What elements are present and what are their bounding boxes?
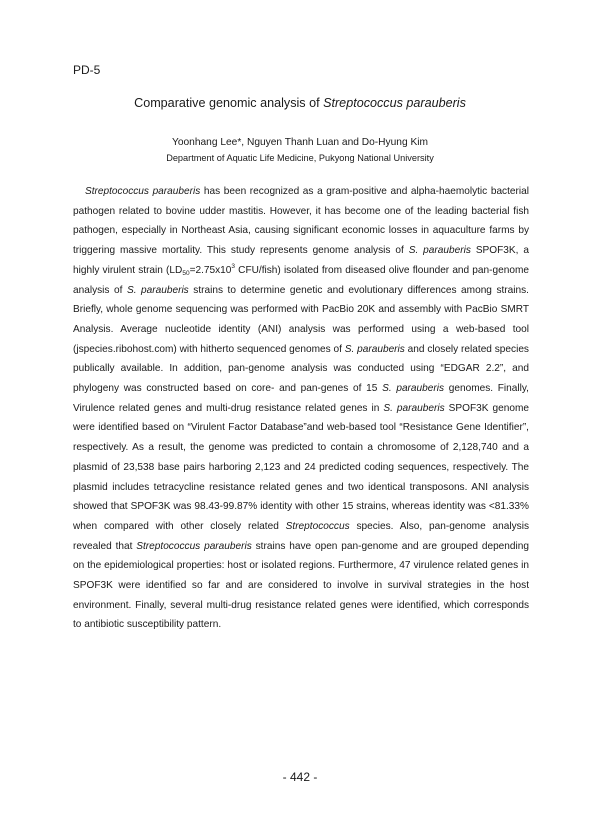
page-number: - 442 - <box>282 770 318 784</box>
abstract-text: species. Also, pan-genome analysis revealed that <box>73 520 529 552</box>
species-name: S. parauberis <box>344 343 405 355</box>
abstract-text: and closely related species publically available. In addition, pan-genome analysis was conducted using “EDGAR 2.2”, and phylogeny was constructed based on core- and pan-genes of 15 <box>73 343 529 395</box>
species-name: S. parauberis <box>383 402 445 414</box>
abstract-text: strains have open pan-genome and are grouped depending on the epidemiological properties: host or isolated regions. Furthermore, 47 virulence related genes in SPOF3K were identified so far and are considered to involve in survival strategies in the host environment. Finally, several multi-drug resistance related genes were identified, which corresponds to antibiotic susceptibility pattern. <box>73 540 529 631</box>
session-code: PD-5 <box>73 63 101 77</box>
superscript: 3 <box>231 262 236 270</box>
abstract-text: SPOF3K, a highly virulent strain (LD <box>73 245 529 276</box>
abstract-text: =2.75x10 <box>189 264 232 276</box>
abstract-text: SPOF3K genome were identified based on “Virulent Factor Database”and web-based tool “Resistance Gene Identifier”, respectively. As a result, the genome was predicted to contain a chromosome of 2,128,740 and a plasmid of 23,538 base pairs harboring 2,123 and 24 predicted coding sequences, respectively. The plasmid includes tetracycline resistance related genes and two identical transposons. ANI analysis showed that SPOF3K was 98.43-99.87% identity with other 15 strains, whereas identity was <81.33% when compared with other closely related <box>73 402 529 532</box>
affiliation: Department of Aquatic Life Medicine, Pukyong National University <box>166 153 434 163</box>
species-name: S. parauberis <box>408 245 471 257</box>
species-name: S. parauberis <box>126 284 189 296</box>
title-species: Streptococcus parauberis <box>323 96 466 110</box>
species-name: S. parauberis <box>382 383 445 395</box>
abstract-paragraph <box>73 182 529 635</box>
abstract-text: CFU/fish) isolated from diseased olive flounder and pan-genome analysis of <box>73 264 529 296</box>
abstract-text: has been recognized as a gram-positive and alpha-haemolytic bacterial pathogen related to bovine udder mastitis. However, it has become one of the leading bacterial fish pathogen, especially in Northeast Asia, causing significant economic losses in aquaculture farms by triggering massive mortality. This study represents genome analysis of <box>73 186 529 257</box>
title-text: Comparative genomic analysis of <box>134 96 324 110</box>
abstract-text: strains to determine genetic and evolutionary differences among strains. Briefly, whole genome sequencing was performed with PacBio 20K and assembly with PacBio SMRT Analysis. Average nucleotide identity (ANI) analysis was performed using a web-based tool (jspecies.ribohost.com) with hitherto sequenced genomes of <box>73 284 529 355</box>
author-list: Yoonhang Lee*, Nguyen Thanh Luan and Do-Hyung Kim <box>171 137 428 148</box>
species-name: Streptococcus parauberis <box>85 186 201 197</box>
abstract-text: genomes. Finally, Virulence related genes and multi-drug resistance related genes in <box>73 383 529 414</box>
subscript: 50 <box>182 269 190 277</box>
species-name: Streptococcus parauberis <box>136 540 252 552</box>
species-name: Streptococcus <box>285 520 350 532</box>
paper-title <box>0 96 600 110</box>
